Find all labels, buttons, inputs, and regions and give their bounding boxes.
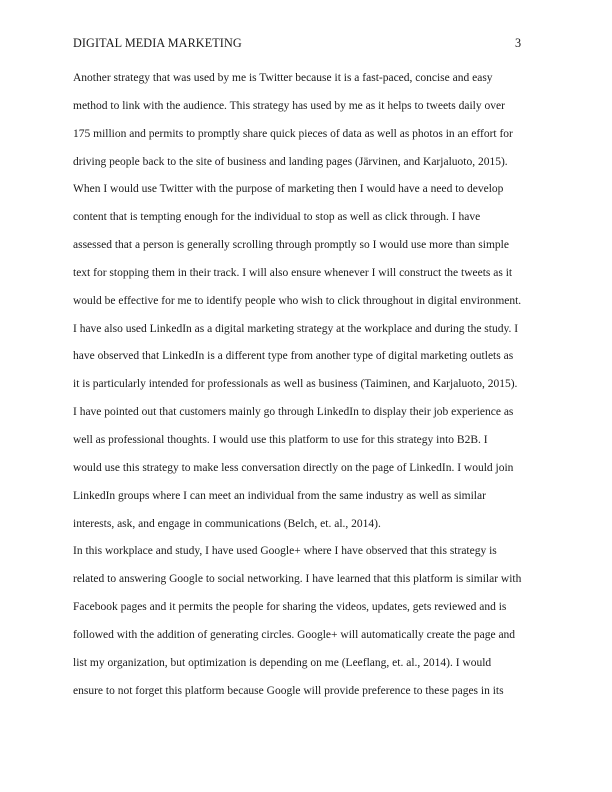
text-line: followed with the addition of generating circles. Google+ will automatically create the page and xyxy=(73,628,516,641)
text-line: In this workplace and study, I have used Google+ where I have observed that this strategy is xyxy=(73,545,497,558)
text-line: list my organization, but optimization is depending on me (Leeflang, et. al., 2014). I would xyxy=(73,656,492,669)
text-line: it is particularly intended for professionals as well as business (Taiminen, and Karjaluoto, 2015). xyxy=(73,378,518,391)
text-line: I have pointed out that customers mainly go through LinkedIn to display their job experience as xyxy=(73,406,514,419)
text-line: would use this strategy to make less conversation directly on the page of LinkedIn. I would join xyxy=(73,461,514,474)
text-line: related to answering Google to social networking. I have learned that this platform is similar with xyxy=(73,573,522,586)
text-line: text for stopping them in their track. I will also ensure whenever I will construct the tweets as it xyxy=(73,266,513,279)
text-line: well as professional thoughts. I would use this platform to use for this strategy into B2B. I xyxy=(73,433,488,446)
page-number: 3 xyxy=(515,36,522,50)
text-line: 175 million and permits to promptly share quick pieces of data as well as photos in an effort for xyxy=(73,127,513,140)
text-line: interests, ask, and engage in communications (Belch, et. al., 2014). xyxy=(73,517,381,530)
text-line: When I would use Twitter with the purpose of marketing then I would have a need to develop xyxy=(73,183,504,196)
text-line: have observed that LinkedIn is a different type from another type of digital marketing outlets as xyxy=(73,350,514,363)
running-head: DIGITAL MEDIA MARKETING xyxy=(73,36,242,50)
text-line: assessed that a person is generally scrolling through promptly so I would use more than simple xyxy=(73,239,509,252)
text-line: would be effective for me to identify people who wish to click throughout in digital environment. xyxy=(73,294,522,307)
text-line: LinkedIn groups where I can meet an individual from the same industry as well as similar xyxy=(73,489,486,502)
text-line: Another strategy that was used by me is Twitter because it is a fast-paced, concise and easy xyxy=(73,72,493,84)
text-line: driving people back to the site of business and landing pages (Järvinen, and Karjaluoto, 2015). xyxy=(73,155,508,168)
text-line: method to link with the audience. This strategy has used by me as it helps to tweets daily over xyxy=(73,99,505,112)
text-line: ensure to not forget this platform because Google will provide preference to these pages in its xyxy=(73,684,504,697)
text-line: I have also used LinkedIn as a digital marketing strategy at the workplace and during the study. I xyxy=(73,322,519,335)
body-text xyxy=(73,68,553,708)
text-line: content that is tempting enough for the individual to stop as well as click through. I have xyxy=(73,211,481,224)
text-line: Facebook pages and it permits the people for sharing the videos, updates, gets reviewed and is xyxy=(73,601,507,614)
